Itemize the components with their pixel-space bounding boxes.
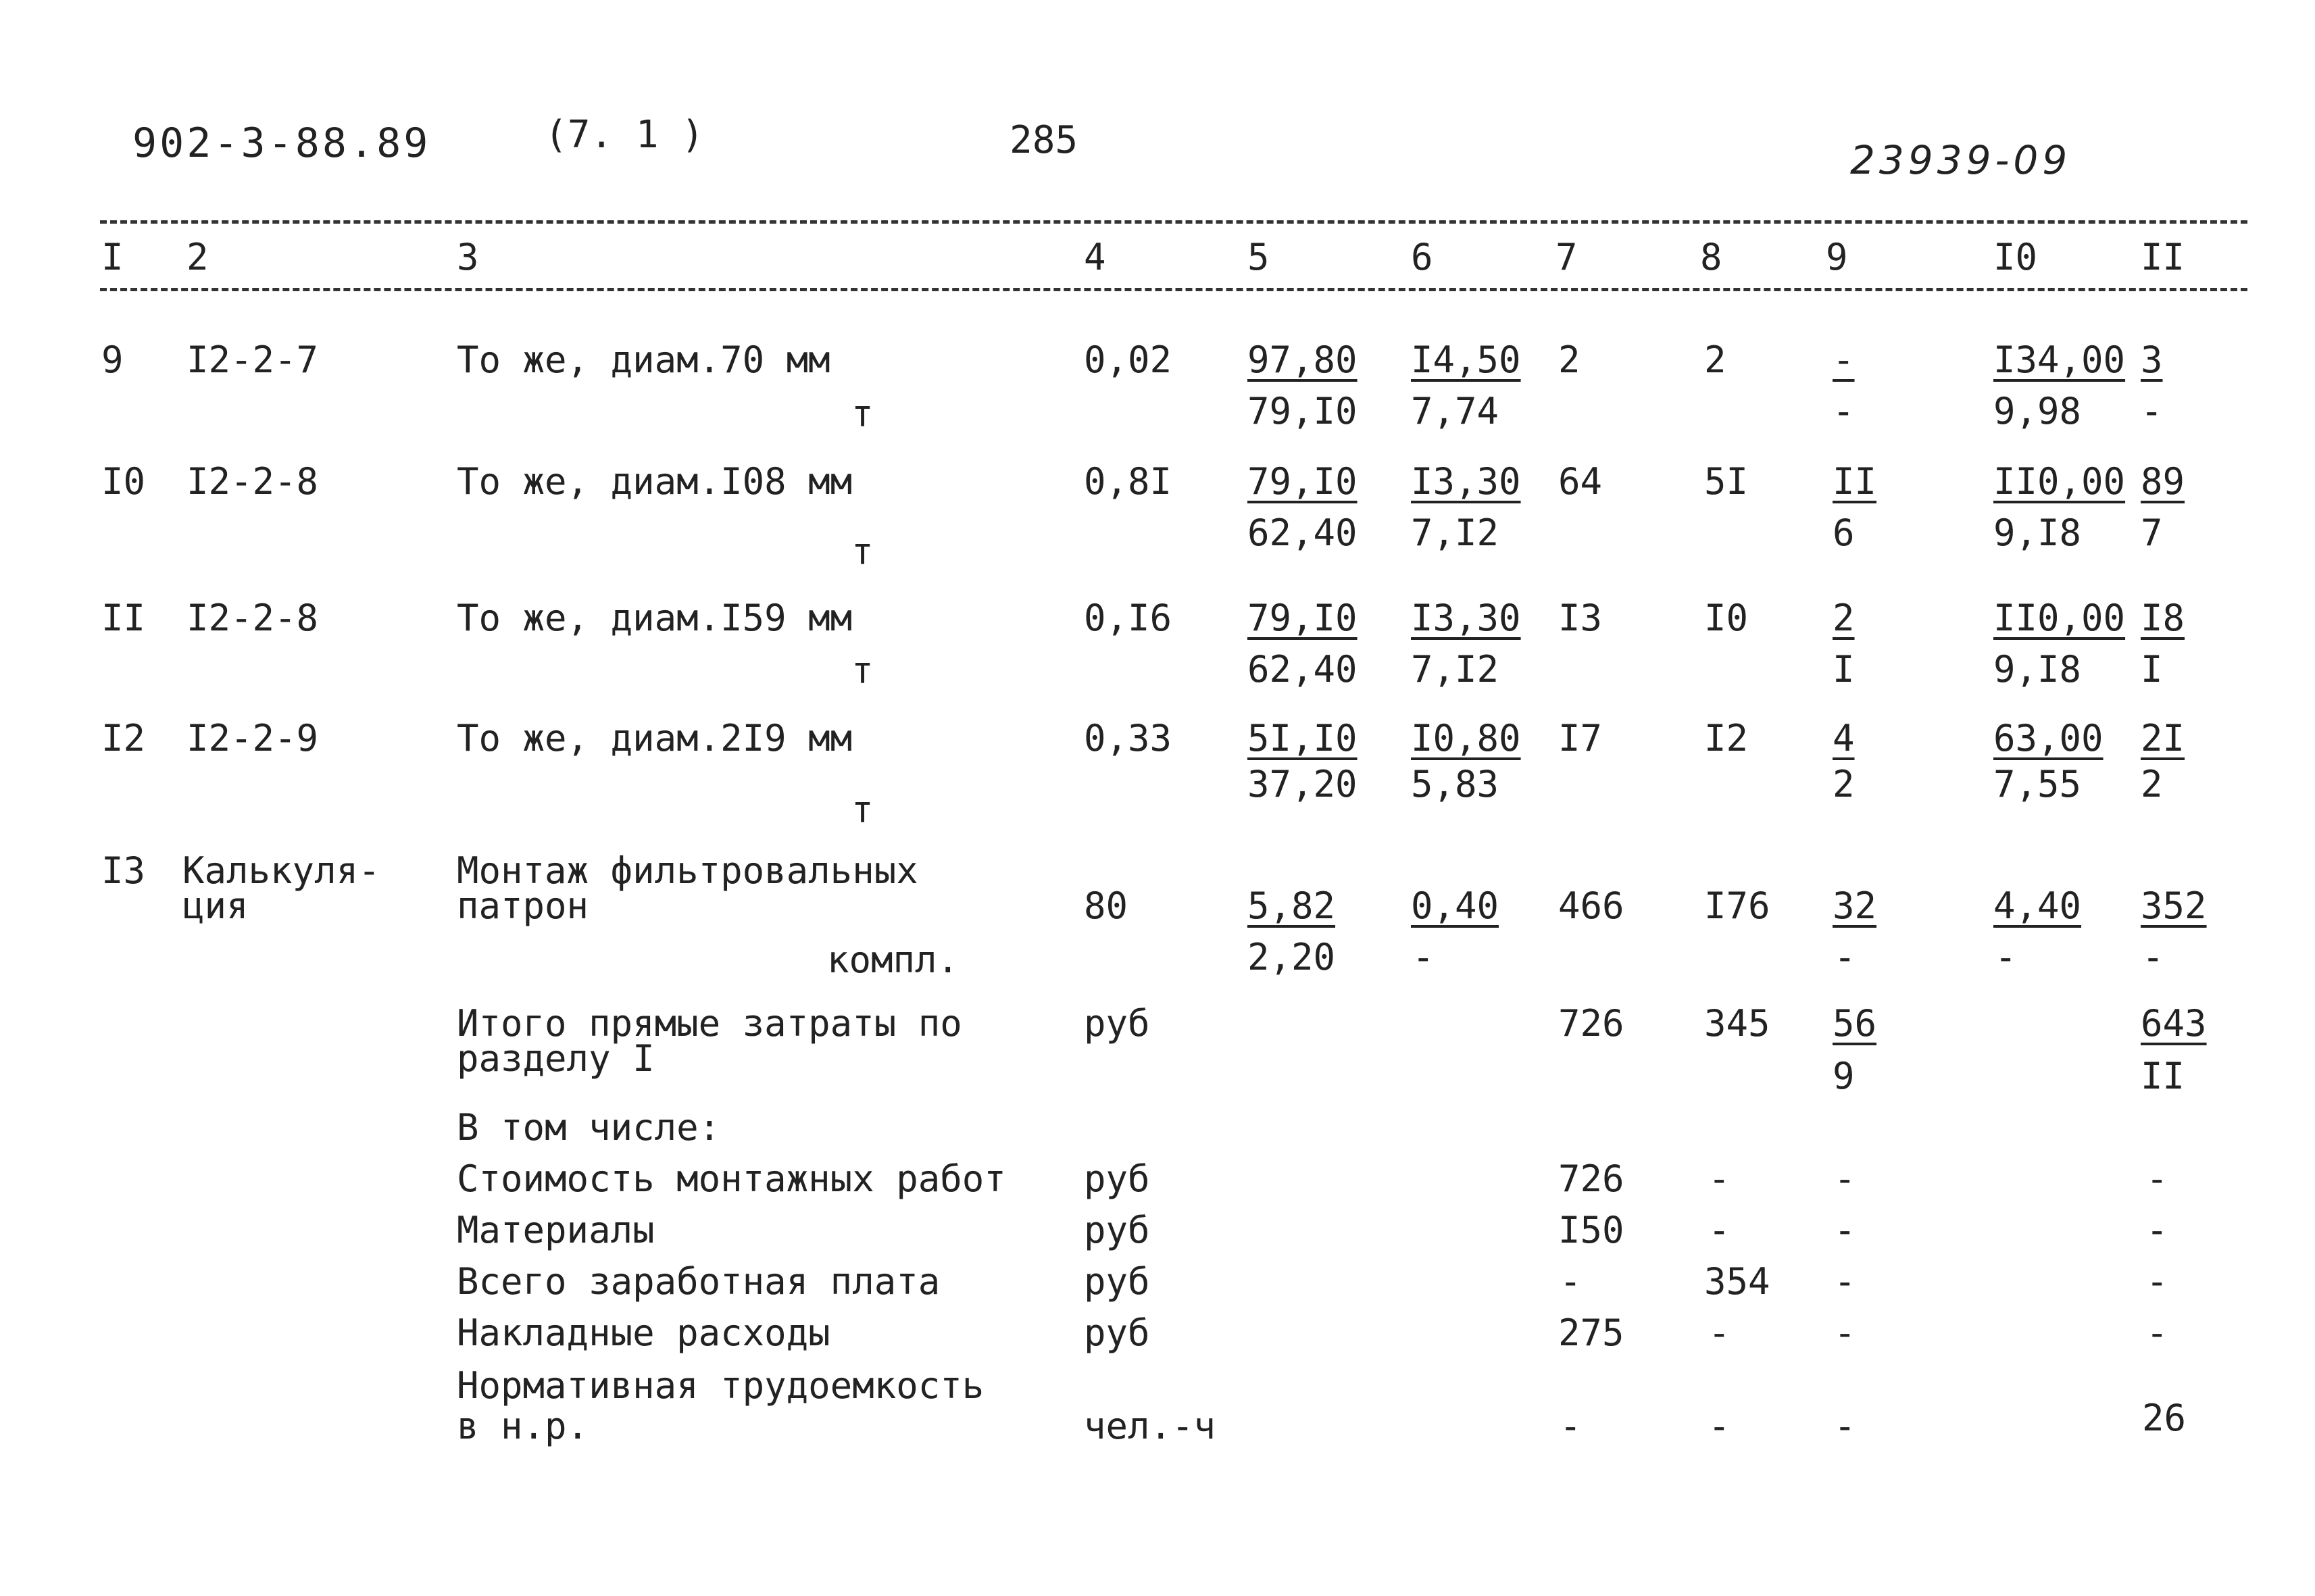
breakdown-label: Материалы — [457, 1209, 655, 1251]
row-col8: 2 — [1704, 339, 1726, 381]
labor-label-line-1: Нормативная трудоемкость — [457, 1364, 985, 1407]
row-number: I3 — [101, 849, 146, 892]
labor-col9: - — [1834, 1405, 1856, 1447]
row-col11-top: 89 — [2141, 460, 2185, 503]
row-name: То же, диам.70 мм — [457, 339, 830, 381]
breakdown-col11: - — [2146, 1260, 2168, 1303]
labor-unit: чел.-ч — [1084, 1405, 1216, 1447]
breakdown-label: Всего заработная плата — [457, 1260, 941, 1303]
col-header-5: 5 — [1247, 236, 1270, 278]
total-col7: 726 — [1558, 1002, 1624, 1045]
row-name: То же, диам.I08 мм — [457, 460, 853, 503]
row-unit: компл. — [827, 939, 960, 981]
row-code-line-1: Калькуля- — [182, 849, 380, 892]
breakdown-col8: 354 — [1704, 1260, 1770, 1303]
archive-number: 23939-09 — [1850, 137, 2072, 183]
row-col9-bottom: I — [1833, 648, 1855, 691]
col-header-8: 8 — [1700, 236, 1722, 278]
total-col11-top: 643 — [2141, 1002, 2207, 1045]
row-unit: т — [851, 789, 874, 831]
row-col5-top: 97,80 — [1247, 339, 1358, 381]
row-col8: 5I — [1704, 460, 1749, 503]
breakdown-label: Накладные расходы — [457, 1312, 830, 1354]
breakdown-col11: - — [2146, 1209, 2168, 1251]
row-code: I2-2-8 — [186, 597, 319, 639]
total-label-line-2: разделу I — [457, 1037, 655, 1080]
row-col10-top: I34,00 — [1993, 339, 2126, 381]
row-col6-top: 0,40 — [1411, 884, 1499, 927]
row-col5-bottom: 62,40 — [1247, 512, 1358, 554]
row-col11-bottom: 2 — [2141, 763, 2163, 805]
row-col10-top: II0,00 — [1993, 597, 2126, 639]
row-col11-bottom: - — [2142, 936, 2164, 978]
row-col8: I76 — [1704, 884, 1770, 927]
row-qty: 0,8I — [1084, 460, 1172, 503]
row-col7: 466 — [1558, 884, 1624, 927]
col-header-6: 6 — [1411, 236, 1433, 278]
breakdown-col7: 726 — [1558, 1157, 1624, 1200]
row-col10-top: 63,00 — [1993, 717, 2104, 759]
row-col6-top: I3,30 — [1411, 597, 1521, 639]
row-col9-top: II — [1833, 460, 1877, 503]
row-code: I2-2-9 — [186, 717, 319, 759]
row-number: 9 — [101, 339, 124, 381]
total-col9-top: 56 — [1833, 1002, 1877, 1045]
breakdown-col9: - — [1834, 1260, 1856, 1303]
col-header-7: 7 — [1555, 236, 1578, 278]
breakdown-col9: - — [1834, 1209, 1856, 1251]
row-col10-top: 4,40 — [1993, 884, 2082, 927]
row-col5-bottom: 79,I0 — [1247, 390, 1358, 432]
breakdown-unit: руб — [1084, 1260, 1150, 1303]
row-col5-bottom: 37,20 — [1247, 763, 1358, 805]
row-col5-bottom: 62,40 — [1247, 648, 1358, 691]
total-col9-bottom: 9 — [1833, 1055, 1855, 1097]
row-name: То же, диам.2I9 мм — [457, 717, 853, 759]
row-qty: 0,02 — [1084, 339, 1172, 381]
col-header-10: I0 — [1993, 236, 2038, 278]
breakdown-col9: - — [1834, 1312, 1856, 1354]
row-col6-bottom: 5,83 — [1411, 763, 1499, 805]
row-unit: т — [851, 530, 874, 573]
page-number: 285 — [1010, 118, 1078, 162]
row-col7: 2 — [1558, 339, 1580, 381]
row-code: I2-2-7 — [186, 339, 319, 381]
row-col7: I3 — [1558, 597, 1603, 639]
row-number: I2 — [101, 717, 146, 759]
row-col6-bottom: 7,74 — [1411, 390, 1499, 432]
breakdown-unit: руб — [1084, 1157, 1150, 1200]
row-col9-top: 32 — [1833, 884, 1877, 927]
row-qty: 80 — [1084, 884, 1128, 927]
row-col9-bottom: - — [1833, 390, 1855, 432]
row-col10-bottom: - — [1995, 936, 2017, 978]
section-marker: (7. 1 ) — [545, 113, 705, 157]
row-col6-bottom: - — [1412, 936, 1435, 978]
row-unit: т — [851, 649, 874, 692]
row-col7: 64 — [1558, 460, 1603, 503]
col-header-4: 4 — [1084, 236, 1106, 278]
row-qty: 0,33 — [1084, 717, 1172, 759]
row-col6-bottom: 7,I2 — [1411, 648, 1499, 691]
breakdown-col8: - — [1708, 1209, 1731, 1251]
row-col11-top: I8 — [2141, 597, 2185, 639]
header-top-rule — [100, 220, 2247, 224]
row-number: II — [101, 597, 146, 639]
breakdown-col7: - — [1560, 1260, 1582, 1303]
row-code: I2-2-8 — [186, 460, 319, 503]
breakdown-col11: - — [2146, 1157, 2168, 1200]
row-col9-top: 4 — [1833, 717, 1855, 759]
row-col11-bottom: I — [2141, 648, 2163, 691]
col-header-2: 2 — [186, 236, 209, 278]
total-unit: руб — [1084, 1002, 1150, 1045]
row-col6-top: I0,80 — [1411, 717, 1521, 759]
row-col6-top: I3,30 — [1411, 460, 1521, 503]
breakdown-col7: 275 — [1558, 1312, 1624, 1354]
breakdown-unit: руб — [1084, 1209, 1150, 1251]
row-qty: 0,I6 — [1084, 597, 1172, 639]
row-col11-top: 2I — [2141, 717, 2185, 759]
doc-code: 902-3-88.89 — [132, 120, 431, 167]
row-col7: I7 — [1558, 717, 1603, 759]
row-col9-bottom: - — [1834, 936, 1856, 978]
row-col10-bottom: 9,I8 — [1993, 648, 2082, 691]
row-col11-top: 352 — [2141, 884, 2207, 927]
breakdown-col7: I50 — [1558, 1209, 1624, 1251]
row-col6-top: I4,50 — [1411, 339, 1521, 381]
row-col11-top: 3 — [2141, 339, 2163, 381]
breakdown-unit: руб — [1084, 1312, 1150, 1354]
labor-col8: - — [1708, 1405, 1731, 1447]
row-col5-top: 5I,I0 — [1247, 717, 1358, 759]
including-label: В том числе: — [457, 1106, 721, 1149]
row-col10-bottom: 7,55 — [1993, 763, 2082, 805]
row-col10-bottom: 9,I8 — [1993, 512, 2082, 554]
row-name-line-2: патрон — [457, 884, 589, 927]
breakdown-col8: - — [1708, 1157, 1731, 1200]
total-col11-bottom: II — [2141, 1055, 2185, 1097]
labor-col7: - — [1560, 1405, 1582, 1447]
row-col11-bottom: 7 — [2141, 512, 2163, 554]
row-unit: т — [851, 393, 874, 435]
row-col10-bottom: 9,98 — [1993, 390, 2082, 432]
col-header-3: 3 — [457, 236, 479, 278]
row-col6-bottom: 7,I2 — [1411, 512, 1499, 554]
row-code-line-2: ция — [182, 884, 249, 927]
labor-col11: 26 — [2142, 1397, 2187, 1439]
col-header-11: II — [2141, 236, 2185, 278]
row-name: То же, диам.I59 мм — [457, 597, 853, 639]
total-col8: 345 — [1704, 1002, 1770, 1045]
col-header-9: 9 — [1826, 236, 1848, 278]
labor-label-line-2: в н.р. — [457, 1405, 589, 1447]
row-col9-top: - — [1833, 339, 1855, 381]
breakdown-col9: - — [1834, 1157, 1856, 1200]
breakdown-label: Стоимость монтажных работ — [457, 1157, 1006, 1200]
row-col8: I0 — [1704, 597, 1749, 639]
breakdown-col8: - — [1708, 1312, 1731, 1354]
col-header-1: I — [101, 236, 124, 278]
header-bottom-rule — [100, 288, 2247, 291]
breakdown-col11: - — [2146, 1312, 2168, 1354]
row-col9-bottom: 2 — [1833, 763, 1855, 805]
row-col5-top: 79,I0 — [1247, 460, 1358, 503]
row-col8: I2 — [1704, 717, 1749, 759]
row-col5-top: 79,I0 — [1247, 597, 1358, 639]
row-col10-top: II0,00 — [1993, 460, 2126, 503]
row-col5-bottom: 2,20 — [1247, 936, 1336, 978]
row-col9-top: 2 — [1833, 597, 1855, 639]
total-label-line-1: Итого прямые затраты по — [457, 1002, 962, 1045]
row-col11-bottom: - — [2141, 390, 2163, 432]
row-col5-top: 5,82 — [1247, 884, 1336, 927]
row-col9-bottom: 6 — [1833, 512, 1855, 554]
row-number: I0 — [101, 460, 146, 503]
row-name-line-1: Монтаж фильтровальных — [457, 849, 918, 892]
